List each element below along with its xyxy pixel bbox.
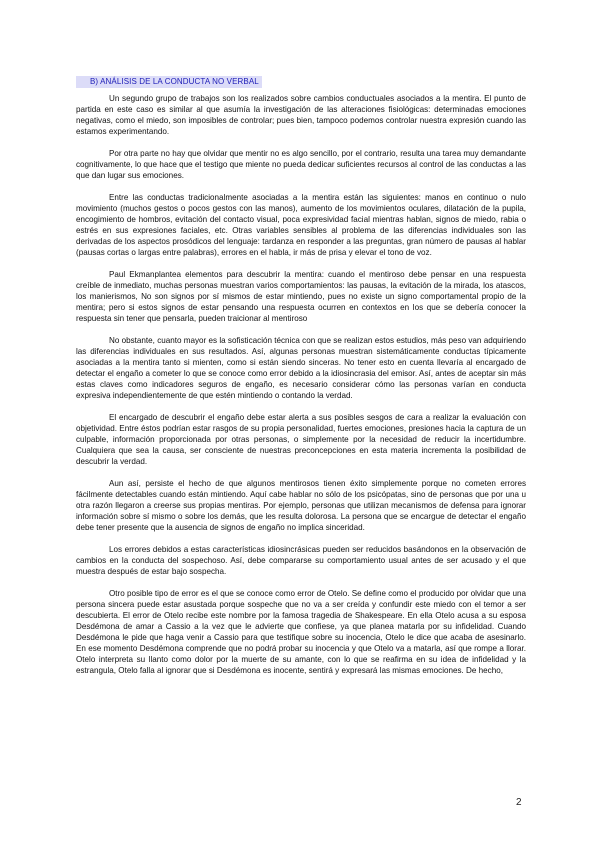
paragraph-9: Otro posible tipo de error es el que se conoce como error de Otelo. Se define como el producido por olvidar que una persona sincera puede estar asustada porque sospeche que no va a ser creída y confundir este miedo con el temor a ser descubierta. El error de Otelo recibe este nombre por la famosa tragedia de Shakespeare. En ella Otelo acusa a su esposa Desdémona de amar a Cassio a la vez que le advierte que confiese, ya que planea matarla por su infidelidad. Cuando Desdémona le pide que haga venir a Cassio para que testifique sobre su inocencia, Otelo le dice que acaba de asesinarlo. En ese momento Desdémona comprende que no podrá probar su inocencia y que Otelo va a matarla, así que rompe a llorar. Otelo interpreta su llanto como dolor por la muerte de su amante, con lo que se reafirma en su idea de infidelidad y la estrangula, Otelo falla al ignorar que si Desdémona es inocente, sentirá y expresará las mismas emociones. De hecho,: [76, 589, 526, 675]
paragraph-4: Paul Ekmanplantea elementos para descubrir la mentira: cuando el mentiroso debe pensar en una respuesta creíble de inmediato, muchas personas muestran varios comportamientos: las pausas, la evitación de la mirada, los atascos, los manierismos, No son signos por sí mismos de estar mintiendo, pues no existe un signo comportamental propio de la mentira; pero si estos signos de estar pensando una respuesta ocurren en contextos en los que se debería conocer la respuesta sin tener que pensarla, pueden traicionar al mentiroso: [76, 270, 526, 323]
paragraph-5: No obstante, cuanto mayor es la sofisticación técnica con que se realizan estos estudios, más peso van adquiriendo las diferencias individuales en sus resultados. Así, algunas personas muestran sistemáticamente conductas típicamente asociadas a la mentira tanto si mienten, como si están siendo sinceras. No tener esto en cuenta llevaría al encargado de detectar el engaño a cometer lo que se conoce como error debido a la idiosincrasia del emisor. Así, antes de aceptar sin más estas claves como indicadores seguros de engaño, es necesario considerar cómo las personas varían en conducta expresiva independientemente de que estén mintiendo o contando la verdad.: [76, 336, 526, 400]
paragraph-6: El encargado de descubrir el engaño debe estar alerta a sus posibles sesgos de cara a realizar la evaluación con objetividad. Entre éstos podrían estar rasgos de su propia personalidad, fuertes emociones, presiones hacia la captura de un culpable, información proporcionada por otras personas, o simplemente por la necesidad de reducir la incertidumbre. Cualquiera que sea la causa, ser consciente de nuestras preconcepciones en esta materia incrementa la posibilidad de descubrir la verdad.: [76, 413, 526, 466]
paragraph-2: Por otra parte no hay que olvidar que mentir no es algo sencillo, por el contrario, resulta una tarea muy demandante cognitivamente, lo que hace que el testigo que miente no pueda dedicar suficientes recursos al control de las conductas a las que dan lugar sus emociones.: [76, 149, 526, 180]
page-content: [76, 71, 526, 687]
page-number: 2: [516, 797, 522, 808]
section-heading: B) ANÁLISIS DE LA CONDUCTA NO VERBAL: [76, 76, 262, 88]
paragraph-8: Los errores debidos a estas características idiosincrásicas pueden ser reducidos basándonos en la observación de cambios en la conducta del sospechoso. Así, debe compararse su comportamiento usual antes de ser acusado y el que muestra después de estar bajo sospecha.: [76, 545, 526, 576]
paragraph-1: Un segundo grupo de trabajos son los realizados sobre cambios conductuales asociados a la mentira. El punto de partida en este caso es similar al que asumía la investigación de las alteraciones fisiológicas: determinadas emociones negativas, como el miedo, son imposibles de controlar; pues bien, tampoco podemos controlar nuestra expresión cuando las estamos experimentando.: [76, 94, 526, 136]
paragraph-3: Entre las conductas tradicionalmente asociadas a la mentira están las siguientes: manos en continuo o nulo movimiento (muchos gestos o pocos gestos con las manos), aumento de los movimientos oculares, dilatación de la pupila, encogimiento de hombros, evitación del contacto visual, poca expresividad facial mientras hablan, signos de miedo, rabia o estrés en sus expresiones faciales, etc. Otras variables sensibles al problema de las diferencias individuales son las derivadas de los aspectos prosódicos del lenguaje: tardanza en responder a las preguntas, gran número de pausas al hablar (pausas cortas o largas entre palabras), errores en el habla, ir más de prisa y elevar el tono de voz.: [76, 193, 526, 257]
paragraph-7: Aun así, persiste el hecho de que algunos mentirosos tienen éxito simplemente porque no cometen errores fácilmente detectables cuando están mintiendo. Aquí cabe hablar no sólo de los psicópatas, sino de personas que por una u otra razón llegaron a creerse sus propias mentiras. Por ejemplo, personas que utilizan mecanismos de defensa para ignorar información sobre sí mismo o sobre los demás, que les resulta dolorosa. La persona que se encargue de detectar el engaño debe tener presente que la ausencia de signos de engaño no implica sinceridad.: [76, 479, 526, 532]
